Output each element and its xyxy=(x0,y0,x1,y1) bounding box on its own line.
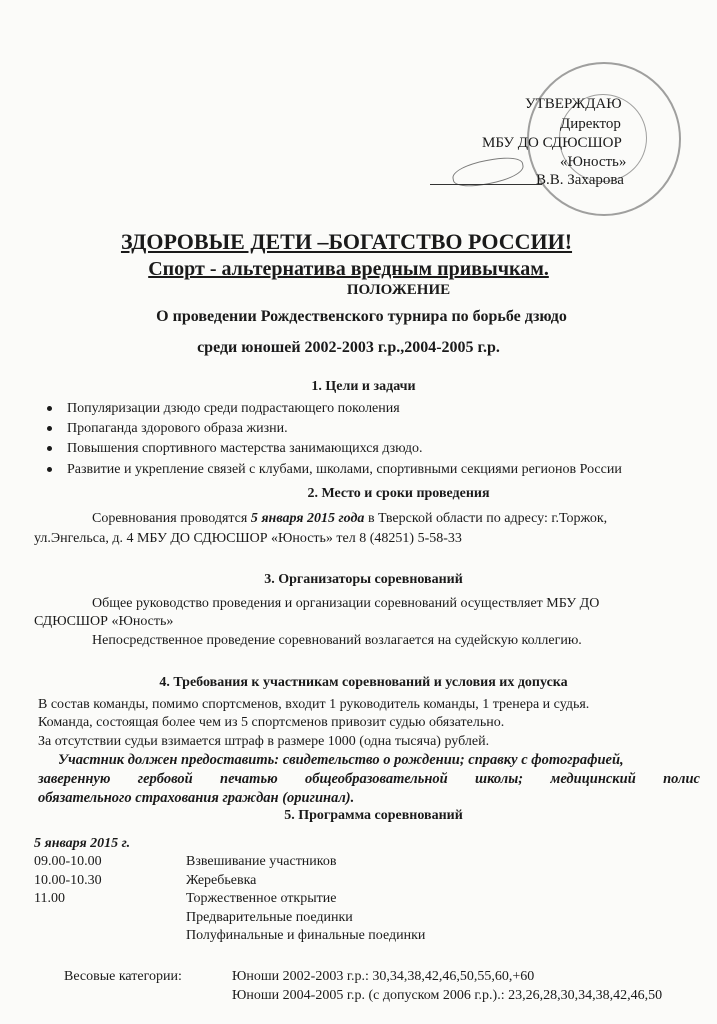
weights-row: Юноши 2002-2003 г.р.: 30,34,38,42,46,50,55,60,+60 xyxy=(232,969,535,984)
bullet-icon xyxy=(47,406,52,411)
schedule-event: Полуфинальные и финальные поединки xyxy=(186,928,426,943)
bullet-icon xyxy=(47,446,52,451)
organizers-text-3: Непосредственное проведение соревнований возлагается на судейскую коллегию. xyxy=(92,633,582,648)
program-date: 5 января 2015 г. xyxy=(34,836,131,851)
venue-text-2: в Тверской области по адресу: г.Торжок, xyxy=(364,511,608,526)
bullet-icon xyxy=(47,467,52,472)
goal-item: Пропаганда здорового образа жизни. xyxy=(67,421,288,436)
section1-heading: 1. Цели и задачи xyxy=(311,379,416,394)
doc-subject-line1: О проведении Рождественского турнира по борьбе дзюдо xyxy=(156,308,567,325)
page-subtitle: Спорт - альтернатива вредным привычкам. xyxy=(148,258,549,280)
organizers-text-2: СДЮСШОР «Юность» xyxy=(34,614,174,629)
schedule-time: 09.00-10.00 xyxy=(34,854,102,869)
doc-subject-line2: среди юношей 2002-2003 г.р.,2004-2005 г.р. xyxy=(197,339,500,356)
signature-line xyxy=(430,184,542,185)
approval-name: В.В. Захарова xyxy=(536,172,624,188)
schedule-time: 11.00 xyxy=(34,891,65,906)
approval-org: МБУ ДО СДЮСШОР xyxy=(482,135,622,151)
requirements-line: В состав команды, помимо спортсменов, входит 1 руководитель команды, 1 тренера и судья. xyxy=(38,697,590,712)
schedule-event: Торжественное открытие xyxy=(186,891,337,906)
page-title: ЗДОРОВЫЕ ДЕТИ –БОГАТСТВО РОССИИ! xyxy=(120,229,573,254)
section5-heading: 5. Программа соревнований xyxy=(284,808,463,823)
requirements-documents-3: обязательного страхования граждан (оригинал). xyxy=(38,790,355,806)
requirements-line: За отсутствии судьи взимается штраф в размере 1000 (одна тысяча) рублей. xyxy=(38,734,490,749)
schedule-time: 10.00-10.30 xyxy=(34,873,102,888)
schedule-event: Предварительные поединки xyxy=(186,910,353,925)
approval-position: Директор xyxy=(560,116,621,132)
requirements-line: Команда, состоящая более чем из 5 спортсменов привозит судью обязательно. xyxy=(38,715,505,730)
section3-heading: 3. Организаторы соревнований xyxy=(264,572,463,587)
schedule-event: Жеребьевка xyxy=(186,873,257,888)
bullet-icon xyxy=(47,426,52,431)
goal-item: Развитие и укрепление связей с клубами, школами, спортивными секциями регионов России xyxy=(67,462,622,477)
venue-address: ул.Энгельса, д. 4 МБУ ДО СДЮСШОР «Юность» тел 8 (48251) 5-58-33 xyxy=(34,531,462,546)
requirements-documents-2: заверенную гербовой печатью общеобразовательной школы; медицинский полис xyxy=(38,771,700,787)
goal-item: Популяризации дзюдо среди подрастающего поколения xyxy=(67,401,400,416)
approval-approve: УТВЕРЖДАЮ xyxy=(525,96,622,112)
requirements-documents: Участник должен предоставить: свидетельство о рождении; справку с фотографией, xyxy=(58,752,624,768)
approval-org-name: «Юность» xyxy=(560,154,627,170)
section2-heading: 2. Место и сроки проведения xyxy=(307,486,490,501)
venue-text: Соревнования проводятся xyxy=(92,511,251,526)
weights-label: Весовые категории: xyxy=(64,969,182,984)
section4-heading: 4. Требования к участникам соревнований и условия их допуска xyxy=(159,675,568,690)
doc-type: ПОЛОЖЕНИЕ xyxy=(346,282,451,298)
event-date: 5 января 2015 года xyxy=(250,511,365,526)
organizers-text: Общее руководство проведения и организации соревнований осуществляет МБУ ДО xyxy=(92,596,600,611)
weights-row: Юноши 2004-2005 г.р. (с допуском 2006 г.р.).: 23,26,28,30,34,38,42,46,50 xyxy=(232,988,663,1003)
schedule-event: Взвешивание участников xyxy=(186,854,337,869)
goal-item: Повышения спортивного мастерства занимающихся дзюдо. xyxy=(67,441,423,456)
